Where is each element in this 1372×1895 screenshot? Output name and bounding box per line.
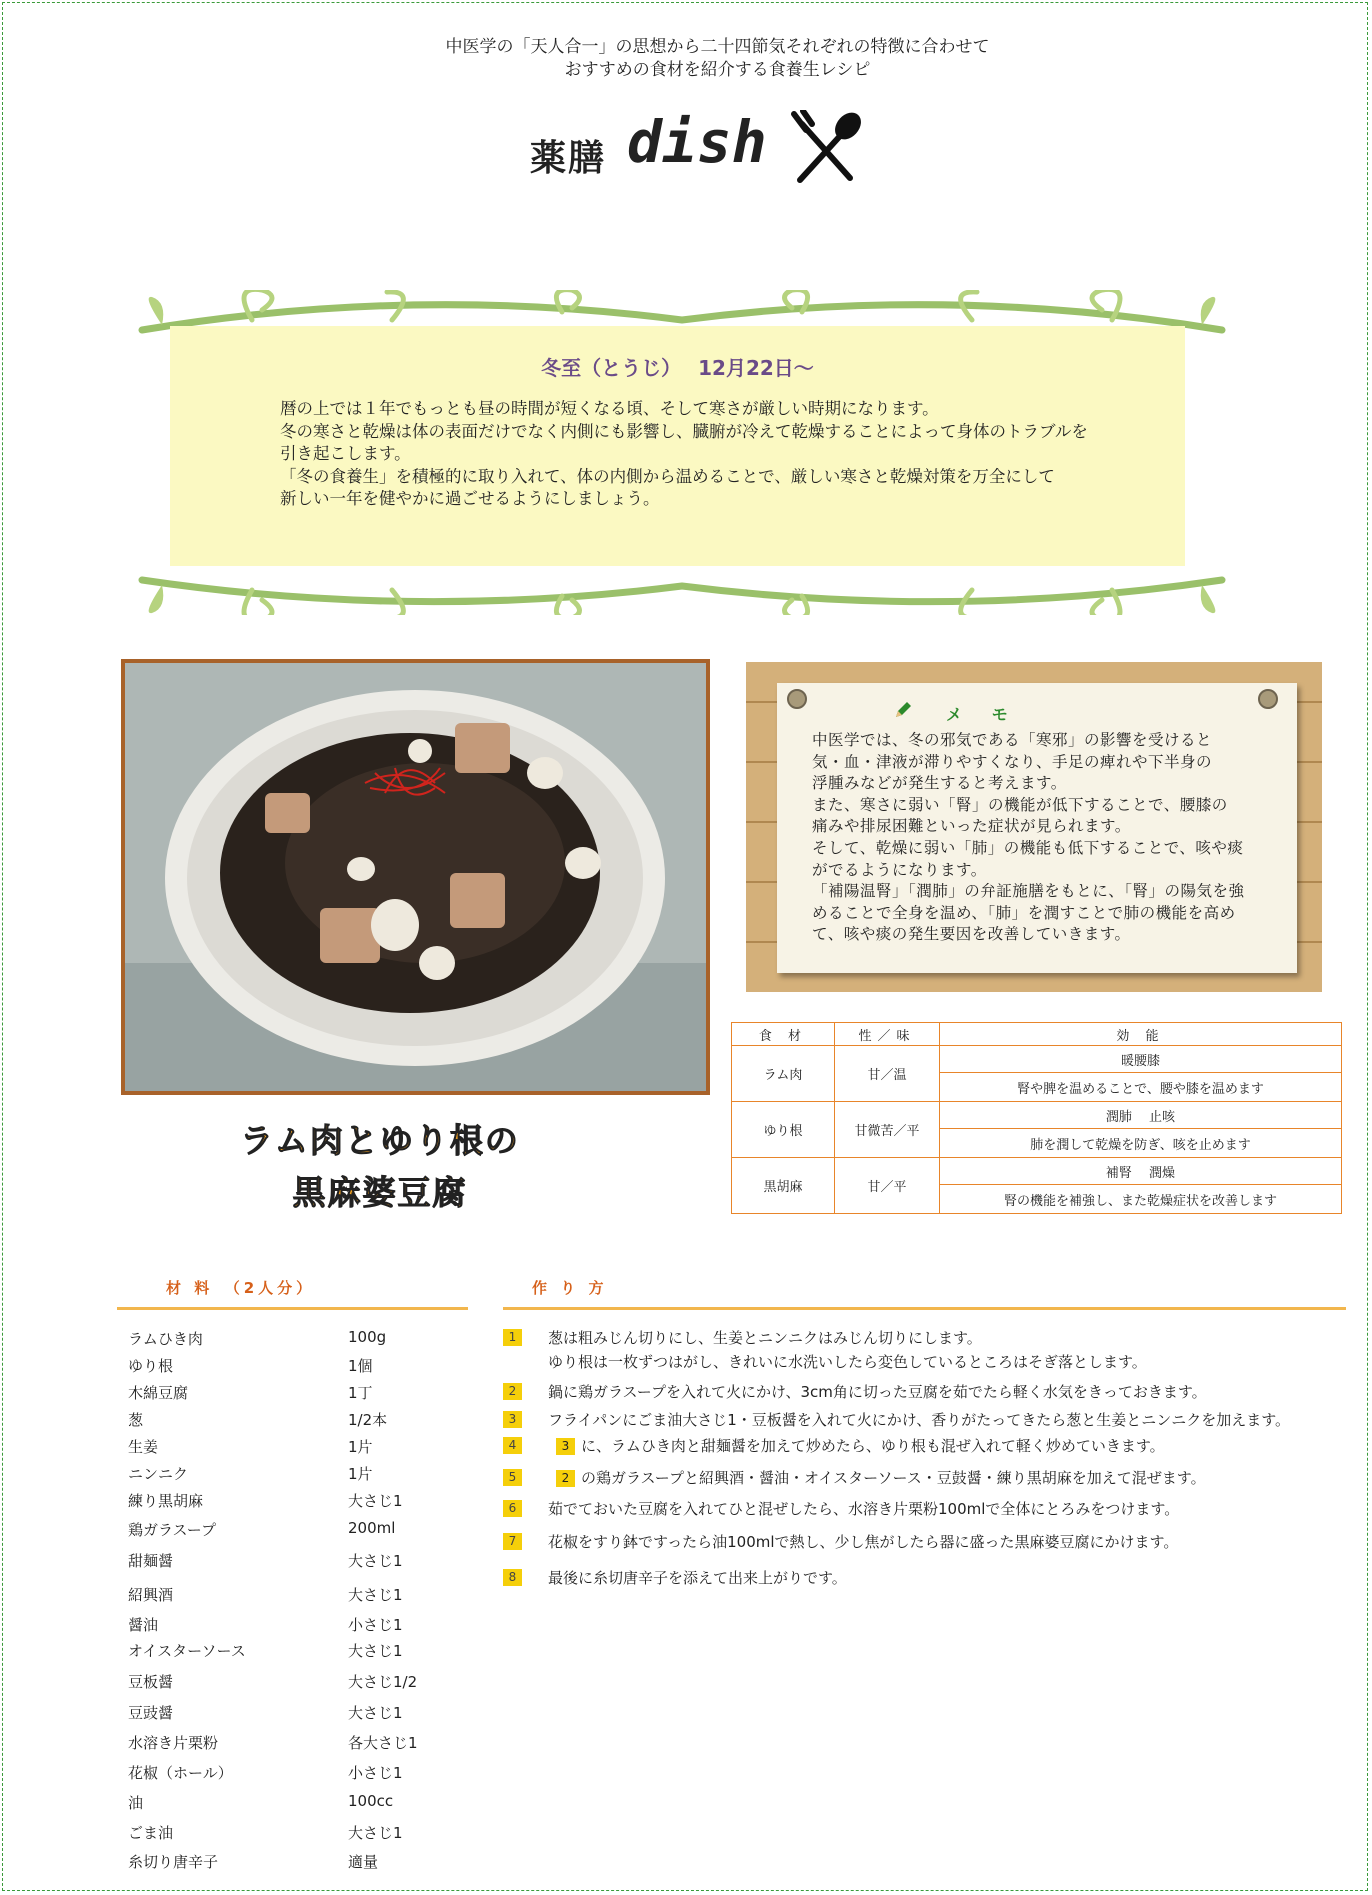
step-number: 3	[503, 1411, 522, 1428]
ingredient-name: ニンニク	[128, 1465, 189, 1483]
ingredient-name: 豆板醤	[128, 1673, 174, 1691]
ingredient-qty: 大さじ1/2	[348, 1673, 418, 1691]
dish-title-line-2: 黒麻婆豆腐	[292, 1173, 468, 1212]
ingredient-name: オイスターソース	[128, 1642, 246, 1660]
season-description	[280, 398, 1140, 511]
logo-word: dish	[627, 108, 767, 176]
table-cell-nature: 甘／平	[835, 1158, 940, 1214]
memo-line: また、寒さに弱い「腎」の機能が低下することで、腰膝の	[812, 795, 1228, 814]
ingredient-qty: 各大さじ1	[348, 1734, 418, 1752]
pencil-icon	[893, 700, 913, 720]
season-line: 新しい一年を健やかに過ごせるようにしましょう。	[280, 489, 660, 508]
pushpin-icon	[786, 688, 808, 710]
table-header: 効 能	[940, 1023, 1342, 1046]
ingredient-qty: 大さじ1	[348, 1492, 403, 1510]
ingredient-name: ごま油	[128, 1824, 174, 1842]
step-text: の鶏ガラスープと紹興酒・醤油・オイスターソース・豆鼓醤・練り黒胡麻を加えて混ぜます。	[581, 1469, 1206, 1487]
dish-photo	[121, 659, 710, 1095]
season-line: 引き起こします。	[280, 444, 411, 463]
table-cell-effect: 暖腰膝	[940, 1046, 1342, 1073]
table-header-row	[732, 1023, 1342, 1046]
pushpin-icon	[1257, 688, 1279, 710]
ingredient-effects-table	[731, 1022, 1342, 1214]
ingredient-qty: 大さじ1	[348, 1704, 403, 1722]
table-cell-detail: 肺を潤して乾燥を防ぎ、咳を止めます	[940, 1129, 1342, 1158]
logo	[530, 108, 890, 188]
ingredient-qty: 小さじ1	[348, 1616, 403, 1634]
method-rule	[503, 1307, 1346, 1310]
season-line: 「冬の食養生」を積極的に取り入れて、体の内側から温めることで、厳しい寒さと乾燥対策を万全にして	[280, 466, 1055, 486]
ingredient-name: 糸切り唐辛子	[128, 1853, 219, 1871]
table-row	[732, 1102, 1342, 1129]
step-number: 2	[503, 1383, 522, 1400]
step-reference: 2	[556, 1470, 575, 1487]
season-title: 冬至（とうじ） 12月22日～	[541, 356, 814, 380]
ingredient-name: 醤油	[128, 1616, 159, 1634]
ingredient-name: 花椒（ホール）	[128, 1764, 233, 1782]
memo-line: て、咳や痰の発生要因を改善していきます。	[812, 925, 1131, 944]
memo-line: めることで全身を温め、「肺」を潤すことで肺の機能を高め	[812, 903, 1236, 922]
ingredient-qty: 200ml	[348, 1519, 396, 1537]
step-text: に、ラムひき肉と甜麺醤を加えて炒めたら、ゆり根も混ぜ入れて軽く炒めていきます。	[581, 1437, 1165, 1455]
step-text: 葱は粗みじん切りにし、生姜とニンニクはみじん切りにします。	[548, 1329, 982, 1347]
step-text: 花椒をすり鉢ですったら油100mlで熱し、少し焦がしたら器に盛った黒麻婆豆腐にかけます。	[548, 1533, 1179, 1551]
ingredient-qty: 100g	[348, 1328, 387, 1346]
table-cell-nature: 甘／温	[835, 1046, 940, 1102]
ingredient-qty: 大さじ1	[348, 1586, 403, 1604]
ingredient-qty: 大さじ1	[348, 1824, 403, 1842]
table-cell-food: 黒胡麻	[732, 1158, 835, 1214]
step-number: 5	[503, 1469, 522, 1486]
ingredient-name: 葱	[128, 1411, 144, 1429]
ingredient-name: 水溶き片栗粉	[128, 1734, 219, 1752]
ingredient-name: ゆり根	[128, 1357, 174, 1375]
memo-line: 「補陽温腎」「潤肺」の弁証施膳をもとに、「腎」の陽気を強	[812, 882, 1245, 901]
ingredient-name: 生姜	[128, 1438, 159, 1456]
table-header: 性／味	[835, 1023, 940, 1046]
ingredient-name: 豆豉醤	[128, 1704, 174, 1722]
intro-line-1: 中医学の「天人合一」の思想から二十四節気それぞれの特徴に合わせて	[445, 37, 990, 57]
method-heading: 作 り 方	[532, 1279, 608, 1297]
table-cell-detail: 腎や脾を温めることで、腰や膝を温めます	[940, 1073, 1342, 1102]
table-cell-detail: 腎の機能を補強し、また乾燥症状を改善します	[940, 1185, 1342, 1214]
step-number: 7	[503, 1533, 522, 1550]
memo-text	[812, 730, 1267, 946]
table-row	[732, 1158, 1342, 1185]
ingredient-name: 紹興酒	[128, 1586, 174, 1604]
ingredient-name: 練り黒胡麻	[128, 1492, 204, 1510]
table-row	[732, 1046, 1342, 1073]
table-cell-nature: 甘微苦／平	[835, 1102, 940, 1158]
ingredients-heading: 材 料 （2人分）	[166, 1279, 316, 1297]
season-line: 冬の寒さと乾燥は体の表面だけでなく内側にも影響し、臓腑が冷えて乾燥することによって身体のトラブルを	[280, 421, 1088, 441]
step-number: 4	[503, 1437, 522, 1454]
step-text: 鍋に鶏ガラスープを入れて火にかけ、3cm角に切った豆腐を茹でたら軽く水気をきっておきます。	[548, 1383, 1207, 1401]
dish-title-line-1: ラム肉とゆり根の	[240, 1121, 520, 1160]
step-reference: 3	[556, 1438, 575, 1455]
logo-kanji: 薬膳	[530, 137, 607, 179]
ingredient-name: 油	[128, 1794, 144, 1812]
table-cell-effect: 補腎 潤燥	[940, 1158, 1342, 1185]
ingredient-qty: 小さじ1	[348, 1764, 403, 1782]
memo-line: 中医学では、冬の邪気である「寒邪」の影響を受けると	[812, 731, 1213, 749]
memo-line: 浮腫みなどが発生すると考えます。	[812, 774, 1067, 793]
ingredients-rule	[117, 1307, 468, 1310]
step-text: フライパンにごま油大さじ1・豆板醤を入れて火にかけ、香りがたってきたら葱と生姜とニンニクを加えます。	[548, 1411, 1290, 1429]
season-line: 暦の上では１年でもっとも昼の時間が短くなる頃、そして寒さが厳しい時期になります。	[280, 399, 939, 418]
table-cell-food: ゆり根	[732, 1102, 835, 1158]
table-cell-food: ラム肉	[732, 1046, 835, 1102]
step-number: 6	[503, 1500, 522, 1517]
memo-title: メ モ	[946, 705, 1020, 724]
step-number: 8	[503, 1569, 522, 1586]
ingredient-qty: 大さじ1	[348, 1552, 403, 1570]
step-number: 1	[503, 1329, 522, 1346]
ingredient-qty: 100cc	[348, 1792, 394, 1810]
ingredient-qty: 1片	[348, 1438, 373, 1456]
ingredient-qty: 1個	[348, 1357, 373, 1375]
ingredient-name: 木綿豆腐	[128, 1384, 189, 1402]
ingredient-name: 甜麺醤	[128, 1552, 174, 1570]
ingredient-qty: 適量	[348, 1853, 379, 1871]
intro-line-2: おすすめの食材を紹介する食養生レシピ	[564, 60, 871, 80]
ingredient-qty: 1/2本	[348, 1411, 388, 1429]
fork-spoon-icon	[788, 110, 868, 185]
intro-text	[0, 36, 1372, 82]
memo-line: そして、乾燥に弱い「肺」の機能も低下することで、咳や痰	[812, 838, 1244, 857]
ingredient-qty: 1丁	[348, 1384, 373, 1402]
table-cell-effect: 潤肺 止咳	[940, 1102, 1342, 1129]
memo-line: がでるようになります。	[812, 860, 987, 879]
ingredient-qty: 1片	[348, 1465, 373, 1483]
step-text: ゆり根は一枚ずつはがし、きれいに水洗いしたら変色しているところはそぎ落とします。	[548, 1353, 1147, 1371]
step-text: 茹でておいた豆腐を入れてひと混ぜしたら、水溶き片栗粉100mlで全体にとろみをつけます。	[548, 1500, 1180, 1518]
ingredient-name: ラムひき肉	[128, 1330, 203, 1348]
dish-title	[180, 1115, 580, 1219]
ingredient-qty: 大さじ1	[348, 1642, 403, 1660]
memo-line: 気・血・津液が滞りやすくなり、手足の痺れや下半身の	[812, 752, 1213, 771]
table-header: 食 材	[732, 1023, 835, 1046]
ingredient-name: 鶏ガラスープ	[128, 1521, 217, 1539]
memo-line: 痛みや排尿困難といった症状が見られます。	[812, 817, 1131, 836]
step-text: 最後に糸切唐辛子を添えて出来上がりです。	[548, 1569, 847, 1587]
